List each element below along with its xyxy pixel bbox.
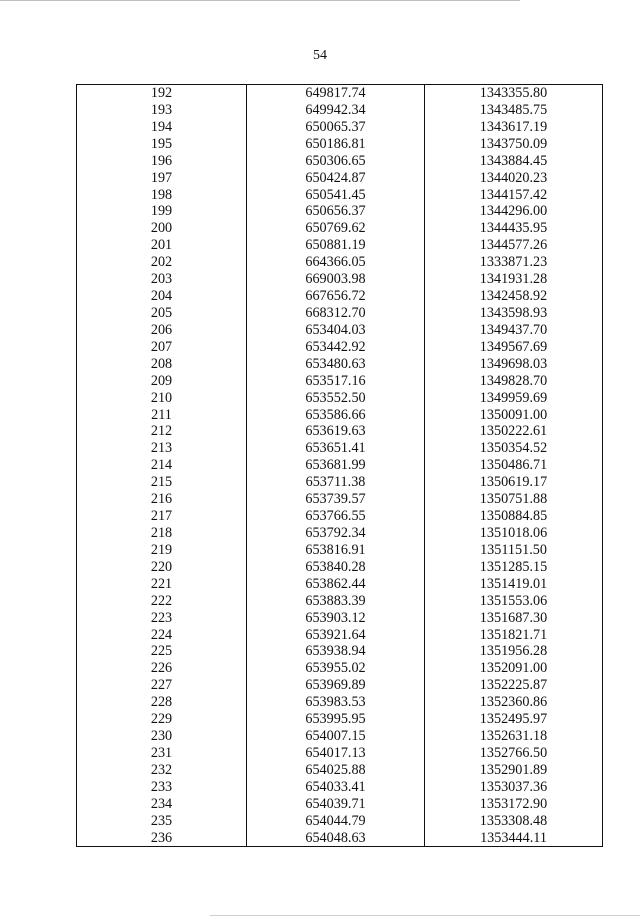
y-coordinate-cell: 1343485.75: [425, 102, 603, 119]
x-coordinate-cell: 653552.50: [247, 390, 425, 407]
y-coordinate-cell: 1351553.06: [425, 593, 603, 610]
x-coordinate-cell: 649817.74: [247, 85, 425, 102]
x-coordinate-cell: 653619.63: [247, 423, 425, 440]
point-number-cell: 213: [77, 440, 247, 457]
table-row: [77, 220, 603, 237]
table-row: [77, 288, 603, 305]
table-row: [77, 440, 603, 457]
table-row: [77, 593, 603, 610]
table-row: [77, 119, 603, 136]
point-number-cell: 195: [77, 136, 247, 153]
x-coordinate-cell: 653792.34: [247, 525, 425, 542]
y-coordinate-cell: 1333871.23: [425, 254, 603, 271]
point-number-cell: 203: [77, 271, 247, 288]
point-number-cell: 219: [77, 542, 247, 559]
y-coordinate-cell: 1341931.28: [425, 271, 603, 288]
table-row: [77, 102, 603, 119]
x-coordinate-cell: 650424.87: [247, 170, 425, 187]
table-row: [77, 508, 603, 525]
table-row: [77, 136, 603, 153]
y-coordinate-cell: 1344296.00: [425, 203, 603, 220]
table-row: [77, 796, 603, 813]
table-row: [77, 170, 603, 187]
point-number-cell: 223: [77, 610, 247, 627]
point-number-cell: 212: [77, 423, 247, 440]
x-coordinate-cell: 653995.95: [247, 711, 425, 728]
table-row: [77, 237, 603, 254]
x-coordinate-cell: 653862.44: [247, 576, 425, 593]
y-coordinate-cell: 1351285.15: [425, 559, 603, 576]
table-row: [77, 525, 603, 542]
x-coordinate-cell: 654044.79: [247, 813, 425, 830]
x-coordinate-cell: 653883.39: [247, 593, 425, 610]
x-coordinate-cell: 653442.92: [247, 339, 425, 356]
y-coordinate-cell: 1353037.36: [425, 779, 603, 796]
y-coordinate-cell: 1343598.93: [425, 305, 603, 322]
x-coordinate-cell: 653480.63: [247, 356, 425, 373]
point-number-cell: 216: [77, 491, 247, 508]
y-coordinate-cell: 1349437.70: [425, 322, 603, 339]
point-number-cell: 230: [77, 728, 247, 745]
y-coordinate-cell: 1352901.89: [425, 762, 603, 779]
y-coordinate-cell: 1343355.80: [425, 85, 603, 102]
table-row: [77, 254, 603, 271]
y-coordinate-cell: 1343750.09: [425, 136, 603, 153]
table-row: [77, 322, 603, 339]
point-number-cell: 229: [77, 711, 247, 728]
x-coordinate-cell: 650306.65: [247, 153, 425, 170]
x-coordinate-cell: 653969.89: [247, 677, 425, 694]
y-coordinate-cell: 1352225.87: [425, 677, 603, 694]
y-coordinate-cell: 1343617.19: [425, 119, 603, 136]
y-coordinate-cell: 1352631.18: [425, 728, 603, 745]
table-row: [77, 85, 603, 102]
y-coordinate-cell: 1349567.69: [425, 339, 603, 356]
point-number-cell: 198: [77, 187, 247, 204]
x-coordinate-cell: 653517.16: [247, 373, 425, 390]
point-number-cell: 192: [77, 85, 247, 102]
point-number-cell: 218: [77, 525, 247, 542]
x-coordinate-cell: 653840.28: [247, 559, 425, 576]
point-number-cell: 199: [77, 203, 247, 220]
table-row: [77, 660, 603, 677]
x-coordinate-cell: 650065.37: [247, 119, 425, 136]
scan-edge-bottom: [210, 915, 640, 916]
point-number-cell: 205: [77, 305, 247, 322]
point-number-cell: 197: [77, 170, 247, 187]
table-row: [77, 407, 603, 424]
table-row: [77, 643, 603, 660]
y-coordinate-cell: 1350486.71: [425, 457, 603, 474]
x-coordinate-cell: 654039.71: [247, 796, 425, 813]
point-number-cell: 206: [77, 322, 247, 339]
point-number-cell: 200: [77, 220, 247, 237]
point-number-cell: 193: [77, 102, 247, 119]
point-number-cell: 211: [77, 407, 247, 424]
table-row: [77, 423, 603, 440]
y-coordinate-cell: 1350619.17: [425, 474, 603, 491]
coordinates-table: [76, 84, 603, 847]
y-coordinate-cell: 1350354.52: [425, 440, 603, 457]
y-coordinate-cell: 1349959.69: [425, 390, 603, 407]
point-number-cell: 231: [77, 745, 247, 762]
y-coordinate-cell: 1351151.50: [425, 542, 603, 559]
x-coordinate-cell: 653816.91: [247, 542, 425, 559]
table-row: [77, 627, 603, 644]
x-coordinate-cell: 654033.41: [247, 779, 425, 796]
point-number-cell: 202: [77, 254, 247, 271]
table-row: [77, 203, 603, 220]
y-coordinate-cell: 1342458.92: [425, 288, 603, 305]
x-coordinate-cell: 653586.66: [247, 407, 425, 424]
x-coordinate-cell: 664366.05: [247, 254, 425, 271]
y-coordinate-cell: 1352495.97: [425, 711, 603, 728]
point-number-cell: 209: [77, 373, 247, 390]
scan-edge-top: [0, 0, 520, 1]
table-row: [77, 677, 603, 694]
x-coordinate-cell: 654007.15: [247, 728, 425, 745]
table-row: [77, 576, 603, 593]
y-coordinate-cell: 1344435.95: [425, 220, 603, 237]
x-coordinate-cell: 654025.88: [247, 762, 425, 779]
table-row: [77, 762, 603, 779]
point-number-cell: 207: [77, 339, 247, 356]
y-coordinate-cell: 1350091.00: [425, 407, 603, 424]
x-coordinate-cell: 667656.72: [247, 288, 425, 305]
y-coordinate-cell: 1352091.00: [425, 660, 603, 677]
x-coordinate-cell: 653766.55: [247, 508, 425, 525]
point-number-cell: 232: [77, 762, 247, 779]
y-coordinate-cell: 1344577.26: [425, 237, 603, 254]
point-number-cell: 210: [77, 390, 247, 407]
point-number-cell: 204: [77, 288, 247, 305]
x-coordinate-cell: 653921.64: [247, 627, 425, 644]
point-number-cell: 208: [77, 356, 247, 373]
x-coordinate-cell: 653681.99: [247, 457, 425, 474]
y-coordinate-cell: 1350884.85: [425, 508, 603, 525]
table-row: [77, 694, 603, 711]
x-coordinate-cell: 668312.70: [247, 305, 425, 322]
x-coordinate-cell: 653955.02: [247, 660, 425, 677]
table-row: [77, 187, 603, 204]
point-number-cell: 222: [77, 593, 247, 610]
x-coordinate-cell: 650186.81: [247, 136, 425, 153]
table-row: [77, 305, 603, 322]
point-number-cell: 196: [77, 153, 247, 170]
table-row: [77, 745, 603, 762]
y-coordinate-cell: 1350222.61: [425, 423, 603, 440]
y-coordinate-cell: 1350751.88: [425, 491, 603, 508]
x-coordinate-cell: 650881.19: [247, 237, 425, 254]
y-coordinate-cell: 1351687.30: [425, 610, 603, 627]
table-row: [77, 390, 603, 407]
x-coordinate-cell: 650541.45: [247, 187, 425, 204]
table-row: [77, 610, 603, 627]
point-number-cell: 235: [77, 813, 247, 830]
point-number-cell: 214: [77, 457, 247, 474]
table-row: [77, 153, 603, 170]
table-row: [77, 356, 603, 373]
x-coordinate-cell: 649942.34: [247, 102, 425, 119]
x-coordinate-cell: 650656.37: [247, 203, 425, 220]
y-coordinate-cell: 1353308.48: [425, 813, 603, 830]
x-coordinate-cell: 654017.13: [247, 745, 425, 762]
point-number-cell: 224: [77, 627, 247, 644]
point-number-cell: 228: [77, 694, 247, 711]
y-coordinate-cell: 1351419.01: [425, 576, 603, 593]
y-coordinate-cell: 1349698.03: [425, 356, 603, 373]
y-coordinate-cell: 1352766.50: [425, 745, 603, 762]
page-number: 54: [313, 48, 327, 63]
table-row: [77, 779, 603, 796]
x-coordinate-cell: 653903.12: [247, 610, 425, 627]
point-number-cell: 221: [77, 576, 247, 593]
x-coordinate-cell: 653711.38: [247, 474, 425, 491]
table-row: [77, 542, 603, 559]
table-row: [77, 813, 603, 830]
y-coordinate-cell: 1349828.70: [425, 373, 603, 390]
table-row: [77, 271, 603, 288]
table-row: [77, 373, 603, 390]
x-coordinate-cell: 653938.94: [247, 643, 425, 660]
x-coordinate-cell: 669003.98: [247, 271, 425, 288]
table-row: [77, 728, 603, 745]
y-coordinate-cell: 1344157.42: [425, 187, 603, 204]
y-coordinate-cell: 1343884.45: [425, 153, 603, 170]
table-row: [77, 491, 603, 508]
y-coordinate-cell: 1353172.90: [425, 796, 603, 813]
coordinates-table-body: [77, 85, 603, 847]
table-row: [77, 457, 603, 474]
x-coordinate-cell: 653983.53: [247, 694, 425, 711]
point-number-cell: 194: [77, 119, 247, 136]
y-coordinate-cell: 1353444.11: [425, 830, 603, 847]
x-coordinate-cell: 654048.63: [247, 830, 425, 847]
point-number-cell: 227: [77, 677, 247, 694]
x-coordinate-cell: 650769.62: [247, 220, 425, 237]
y-coordinate-cell: 1351956.28: [425, 643, 603, 660]
y-coordinate-cell: 1351018.06: [425, 525, 603, 542]
table-row: [77, 474, 603, 491]
point-number-cell: 234: [77, 796, 247, 813]
x-coordinate-cell: 653404.03: [247, 322, 425, 339]
point-number-cell: 215: [77, 474, 247, 491]
x-coordinate-cell: 653651.41: [247, 440, 425, 457]
y-coordinate-cell: 1352360.86: [425, 694, 603, 711]
y-coordinate-cell: 1344020.23: [425, 170, 603, 187]
y-coordinate-cell: 1351821.71: [425, 627, 603, 644]
point-number-cell: 236: [77, 830, 247, 847]
point-number-cell: 217: [77, 508, 247, 525]
x-coordinate-cell: 653739.57: [247, 491, 425, 508]
table-row: [77, 711, 603, 728]
point-number-cell: 225: [77, 643, 247, 660]
point-number-cell: 233: [77, 779, 247, 796]
table-row: [77, 339, 603, 356]
table-row: [77, 559, 603, 576]
point-number-cell: 201: [77, 237, 247, 254]
point-number-cell: 220: [77, 559, 247, 576]
table-row: [77, 830, 603, 847]
point-number-cell: 226: [77, 660, 247, 677]
